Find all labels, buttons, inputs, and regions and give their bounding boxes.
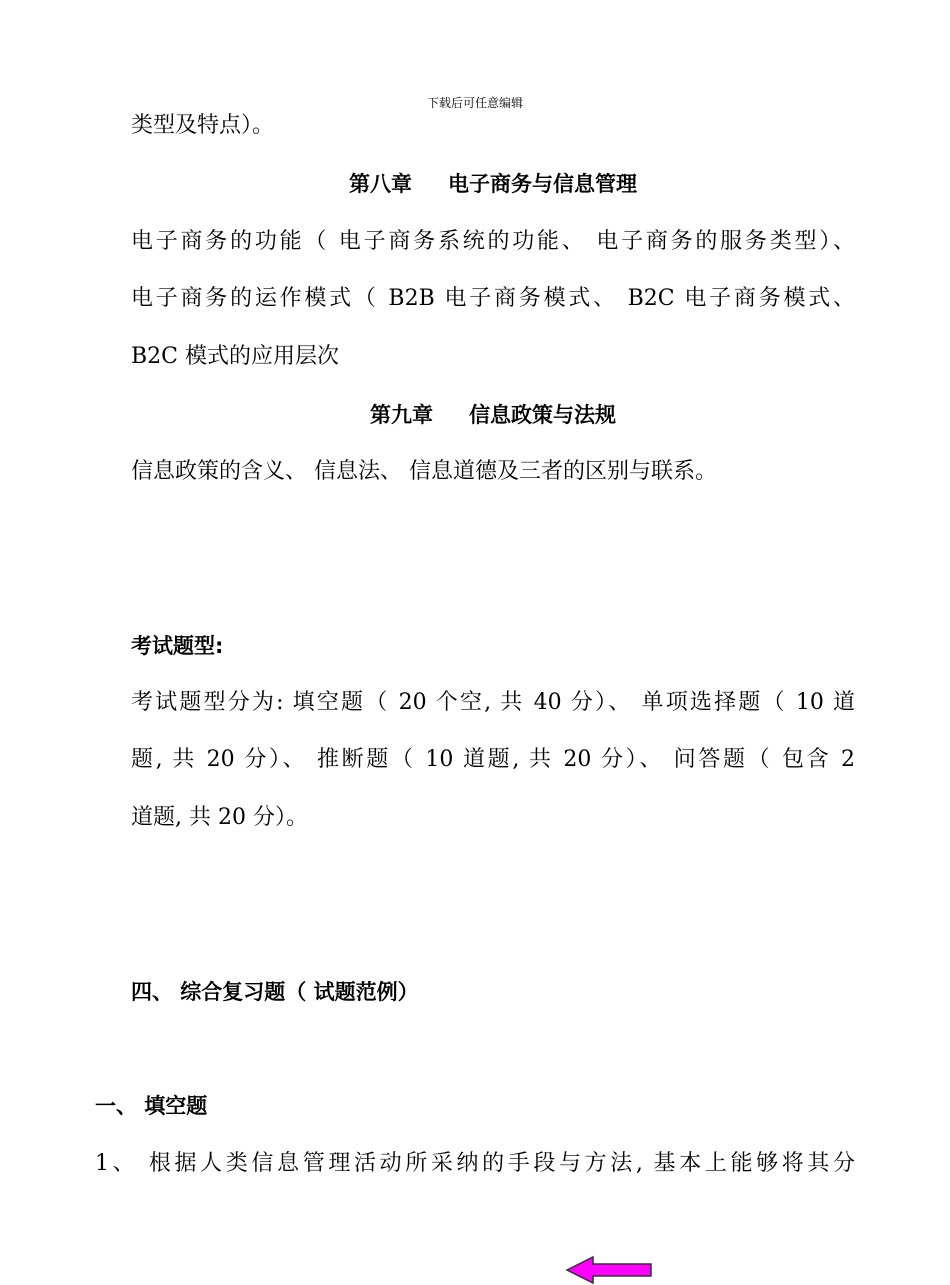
section-4-heading: 四、 综合复习题（ 试题范例） <box>131 980 419 1004</box>
text-line: 道题, 共 20 分）。 <box>131 805 308 830</box>
text-line: 电子商务的功能（ 电子商务系统的功能、 电子商务的服务类型）、 <box>131 229 855 254</box>
chapter-9-title: 信息政策与法规 <box>469 403 616 427</box>
text-line: 考试题型分为: 填空题（ 20 个空, 共 40 分）、 单项选择题（ 10 道 <box>131 690 855 715</box>
chapter-8-heading <box>0 169 950 199</box>
text-line: 类型及特点）。 <box>131 113 275 138</box>
exam-heading: 考试题型: <box>131 634 224 658</box>
text-line: 电子商务的运作模式（ B2B 电子商务模式、 B2C 电子商务模式、 <box>131 286 855 311</box>
text-line: 题, 共 20 分）、 推断题（ 10 道题, 共 20 分）、 问答题（ 包含 2 <box>131 747 855 772</box>
section-1-heading: 一、 填空题 <box>95 1094 208 1118</box>
text-line: 信息政策的含义、 信息法、 信息道德及三者的区别与联系。 <box>131 459 717 484</box>
header-note: 下载后可任意编辑 <box>426 96 523 110</box>
chapter-9-heading <box>0 400 950 430</box>
chapter-8-title: 电子商务与信息管理 <box>448 172 637 196</box>
text-line: B2C 模式的应用层次 <box>131 344 339 369</box>
chapter-8-number: 第八章 <box>349 172 412 196</box>
left-arrow-icon[interactable] <box>565 1255 653 1285</box>
chapter-9-number: 第九章 <box>370 403 433 427</box>
question-1: 1、 根据人类信息管理活动所采纳的手段与方法, 基本上能够将其分 <box>95 1151 855 1176</box>
